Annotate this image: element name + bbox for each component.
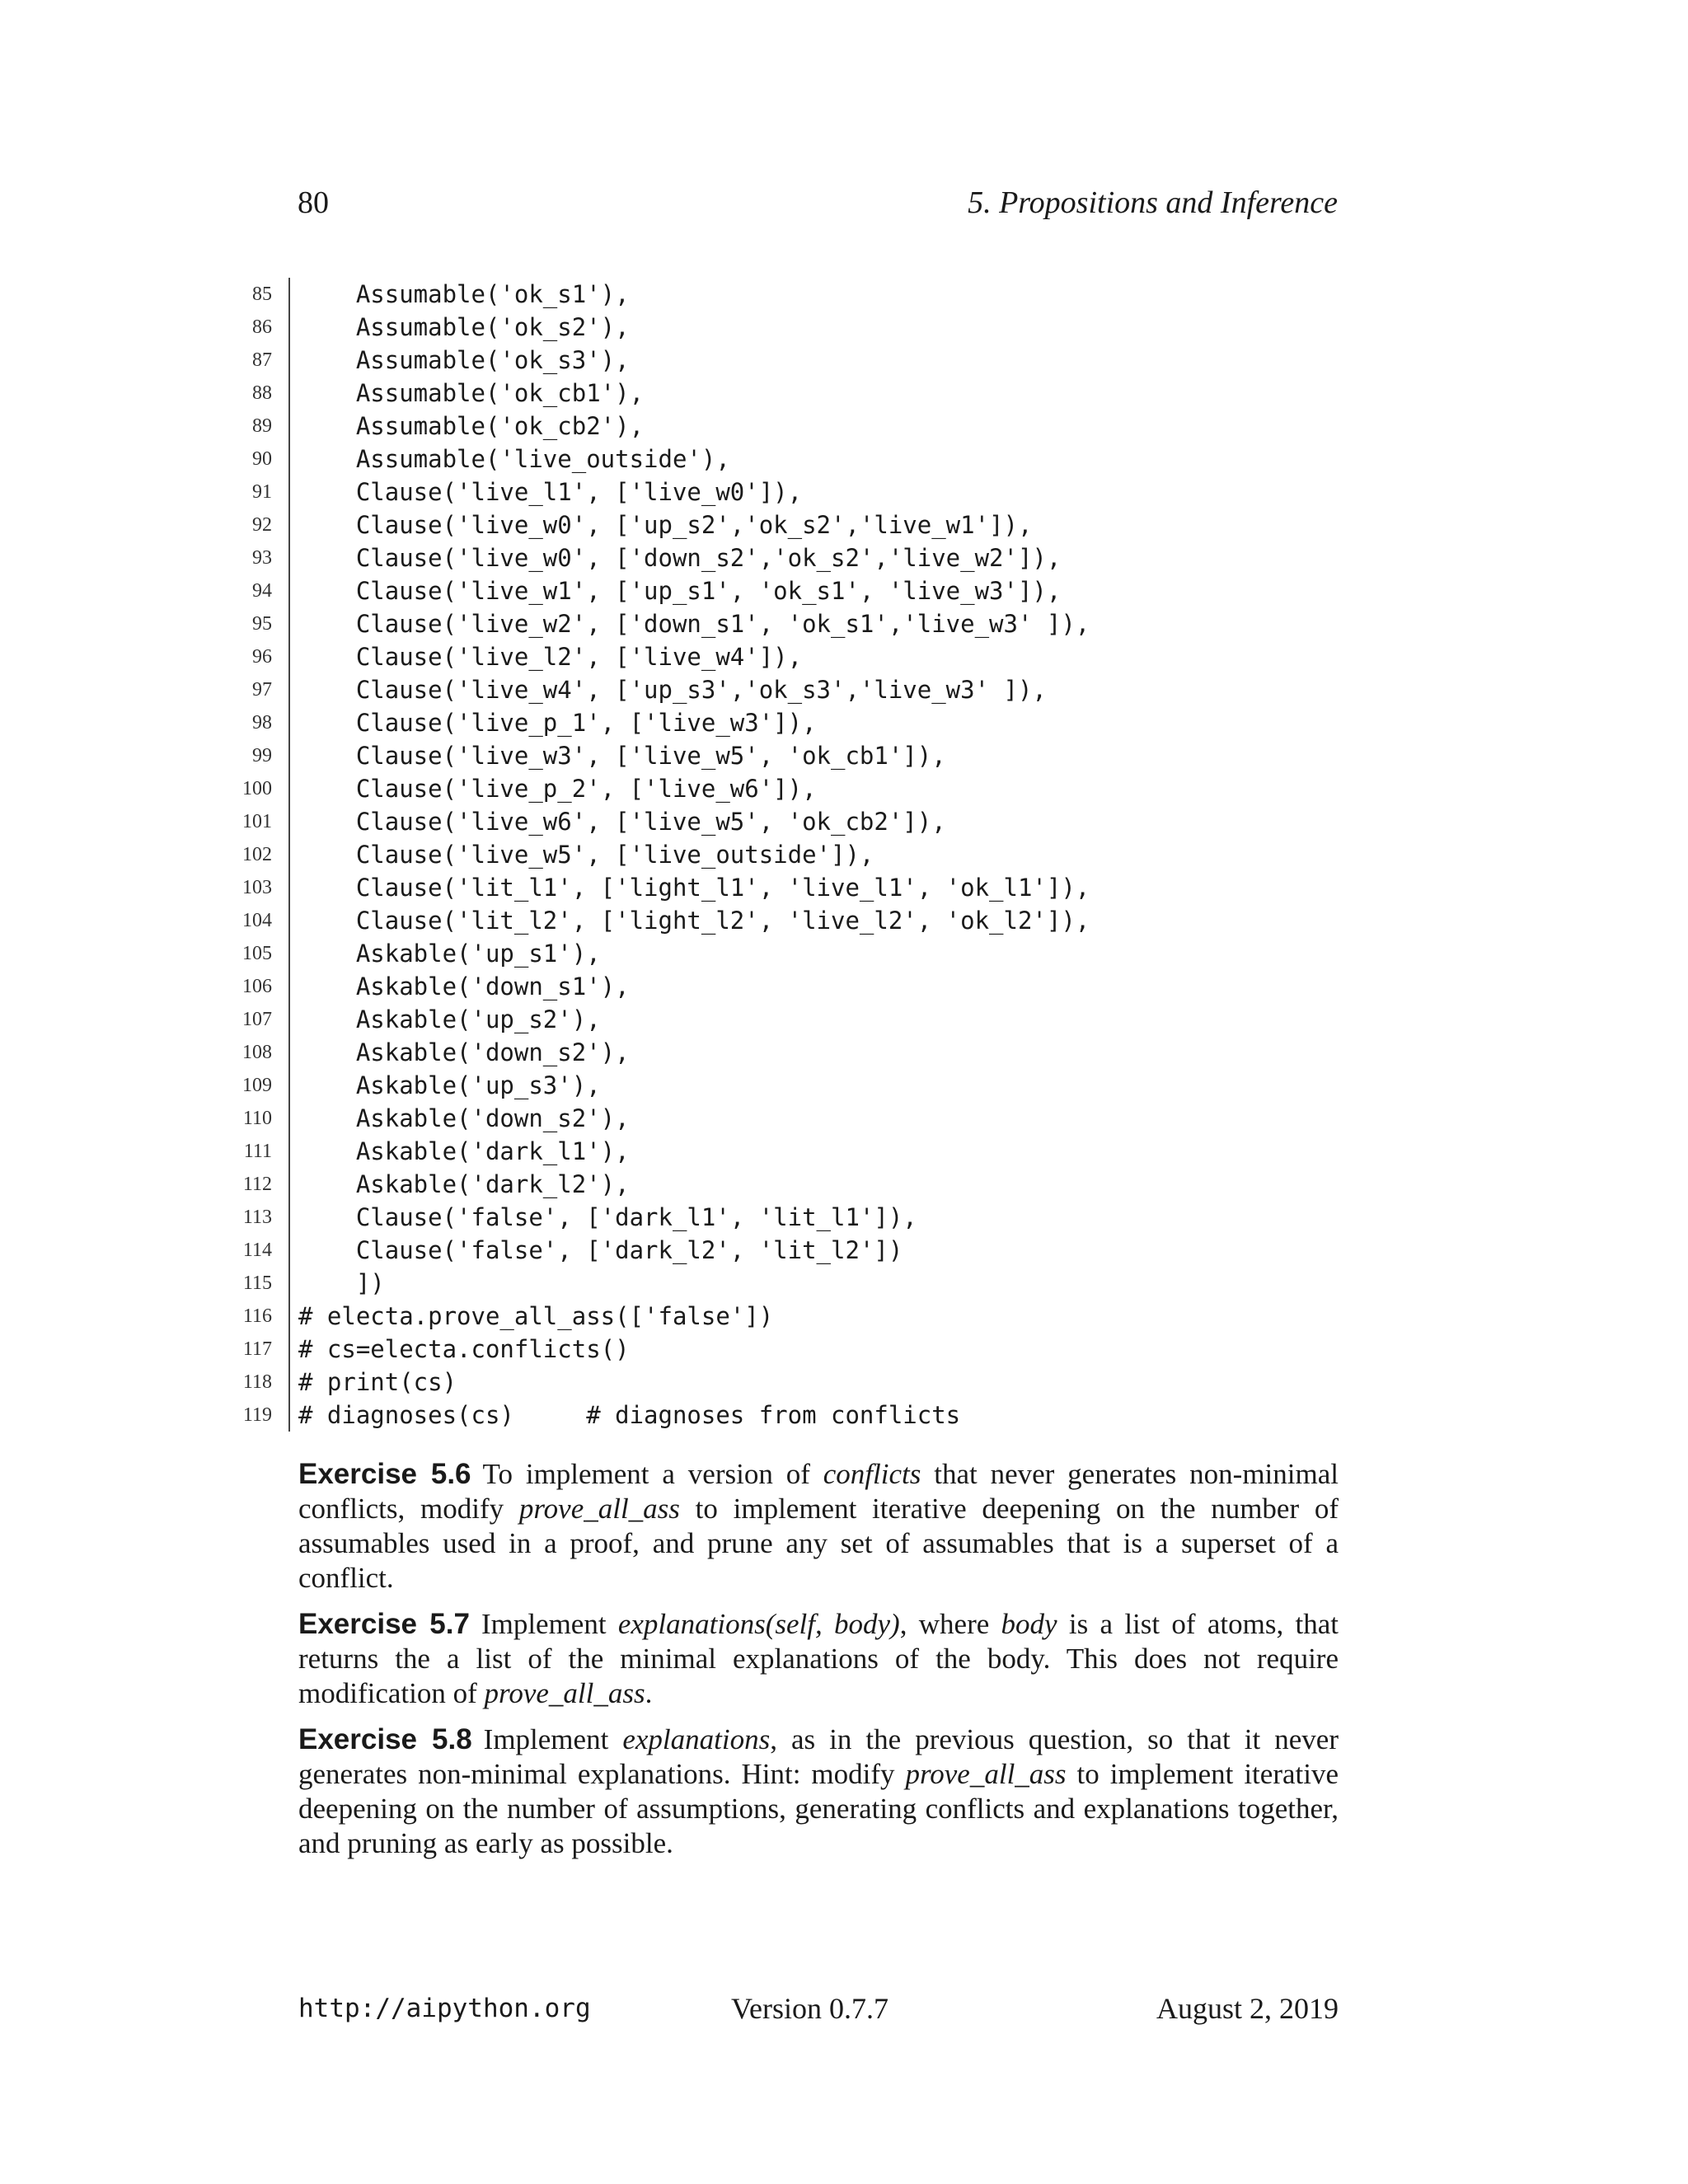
line-number: 94 xyxy=(252,580,272,602)
page-header xyxy=(298,180,1338,226)
line-number: 105 xyxy=(242,943,272,964)
footer-date: August 2, 2019 xyxy=(1156,1992,1339,2025)
code-text: Clause('live_w2', ['down_s1', 'ok_s1','live_w3' ]), xyxy=(298,610,1090,638)
code-line xyxy=(239,904,1393,937)
line-number: 89 xyxy=(252,415,272,437)
line-number: 88 xyxy=(252,382,272,404)
code-text: # electa.prove_all_ass(['false']) xyxy=(298,1302,774,1330)
code-line xyxy=(239,1201,1393,1234)
code-text: Clause('live_p_2', ['live_w6']), xyxy=(298,775,817,803)
code-line xyxy=(239,278,1393,311)
code-line xyxy=(239,344,1393,377)
code-line xyxy=(239,1366,1393,1399)
code-line xyxy=(239,1399,1393,1432)
code-text: ]) xyxy=(298,1269,385,1297)
text-run: . xyxy=(645,1677,653,1709)
text-run: To implement a version of xyxy=(482,1458,823,1490)
italic-term: explanations(self, body) xyxy=(617,1608,900,1640)
line-number: 103 xyxy=(242,877,272,898)
italic-term: body xyxy=(1001,1608,1057,1640)
code-line xyxy=(239,772,1393,805)
code-text: # cs=electa.conflicts() xyxy=(298,1335,630,1363)
code-text: Clause('live_w3', ['live_w5', 'ok_cb1']), xyxy=(298,742,946,770)
code-text: Askable('down_s2'), xyxy=(298,1038,630,1066)
code-line xyxy=(239,509,1393,541)
code-line xyxy=(239,1102,1393,1135)
code-line xyxy=(239,476,1393,509)
line-number: 115 xyxy=(242,1272,272,1294)
line-number: 85 xyxy=(252,284,272,305)
code-text: Askable('up_s3'), xyxy=(298,1071,601,1099)
code-text: Clause('live_p_1', ['live_w3']), xyxy=(298,709,817,737)
line-number: 99 xyxy=(252,745,272,766)
code-line xyxy=(239,838,1393,871)
code-text: Clause('false', ['dark_l1', 'lit_l1']), xyxy=(298,1203,917,1231)
text-run: , where xyxy=(899,1608,1001,1640)
code-text: Askable('down_s2'), xyxy=(298,1104,630,1132)
code-text: Assumable('ok_s1'), xyxy=(298,280,630,308)
code-line xyxy=(239,377,1393,410)
line-number: 113 xyxy=(242,1207,272,1228)
text-run: that never generates non-minimal conflicts, modify xyxy=(298,1458,1339,1525)
code-text: # diagnoses(cs) # diagnoses from conflicts xyxy=(298,1401,961,1429)
code-line xyxy=(239,607,1393,640)
code-line xyxy=(239,1168,1393,1201)
code-text: Clause('live_l2', ['live_w4']), xyxy=(298,643,803,671)
line-number: 119 xyxy=(242,1404,272,1426)
line-number: 110 xyxy=(242,1108,272,1129)
code-text: Clause('lit_l2', ['light_l2', 'live_l2', 'ok_l2']), xyxy=(298,907,1090,935)
code-line xyxy=(239,1036,1393,1069)
code-line xyxy=(239,937,1393,970)
code-text: # print(cs) xyxy=(298,1368,457,1396)
italic-term: explanations xyxy=(622,1723,771,1755)
page-number: 80 xyxy=(298,185,329,220)
code-line xyxy=(239,574,1393,607)
code-text: Askable('down_s1'), xyxy=(298,972,630,1001)
exercise-label: Exercise 5.7 xyxy=(298,1608,470,1640)
code-line xyxy=(239,443,1393,476)
code-line xyxy=(239,706,1393,739)
code-text: Clause('live_l1', ['live_w0']), xyxy=(298,478,803,506)
line-number: 104 xyxy=(242,910,272,931)
code-text: Clause('live_w0', ['down_s2','ok_s2','live_w2']), xyxy=(298,544,1062,572)
code-text: Clause('live_w0', ['up_s2','ok_s2','live_w1']), xyxy=(298,511,1033,539)
code-text: Clause('lit_l1', ['light_l1', 'live_l1', 'ok_l1']), xyxy=(298,874,1090,902)
text-run: to implement iterative deepening on the number of assumptions, generating conflicts and explanations together, and pruning as early as possible. xyxy=(298,1758,1339,1859)
code-text: Clause('live_w4', ['up_s3','ok_s3','live_w3' ]), xyxy=(298,676,1047,704)
exercise-paragraph xyxy=(298,1722,1339,1861)
code-line xyxy=(239,640,1393,673)
line-number: 96 xyxy=(252,646,272,668)
code-line xyxy=(239,871,1393,904)
running-head: 5. Propositions and Inference xyxy=(968,185,1338,220)
line-number: 106 xyxy=(242,976,272,997)
code-text: Askable('up_s1'), xyxy=(298,940,601,968)
code-text: Assumable('ok_s2'), xyxy=(298,313,630,341)
code-text: Assumable('ok_cb2'), xyxy=(298,412,645,440)
code-text: Askable('up_s2'), xyxy=(298,1005,601,1033)
code-line xyxy=(239,1267,1393,1300)
code-line xyxy=(239,739,1393,772)
exercise-label: Exercise 5.6 xyxy=(298,1458,471,1490)
code-line xyxy=(239,311,1393,344)
line-number: 112 xyxy=(242,1174,272,1195)
line-number: 87 xyxy=(252,349,272,371)
exercise-paragraph xyxy=(298,1607,1339,1711)
code-line xyxy=(239,673,1393,706)
code-line xyxy=(239,1069,1393,1102)
line-number: 102 xyxy=(242,844,272,865)
line-number: 90 xyxy=(252,448,272,470)
italic-term: conflicts xyxy=(823,1458,921,1490)
line-number: 97 xyxy=(252,679,272,701)
line-number: 107 xyxy=(242,1009,272,1030)
code-line xyxy=(239,410,1393,443)
footer-version: Version 0.7.7 xyxy=(731,1992,889,2025)
code-text: Askable('dark_l1'), xyxy=(298,1137,630,1165)
line-number: 91 xyxy=(252,481,272,503)
line-number: 86 xyxy=(252,316,272,338)
code-line xyxy=(239,805,1393,838)
code-line xyxy=(239,1300,1393,1333)
italic-term: prove_all_ass xyxy=(518,1493,680,1525)
italic-term: prove_all_ass xyxy=(905,1758,1067,1790)
line-number: 101 xyxy=(242,811,272,832)
text-run: to implement iterative deepening on the number of assumables used in a proof, and prune any set of assumables that is a superset of a conflict. xyxy=(298,1493,1339,1594)
code-text: Clause('live_w5', ['live_outside']), xyxy=(298,841,874,869)
text-run: Implement xyxy=(481,1608,618,1640)
line-number: 93 xyxy=(252,547,272,569)
line-number: 111 xyxy=(243,1141,272,1162)
italic-term: prove_all_ass xyxy=(484,1677,645,1709)
line-number: 117 xyxy=(242,1338,272,1360)
code-text: Clause('false', ['dark_l2', 'lit_l2']) xyxy=(298,1236,903,1264)
code-text: Askable('dark_l2'), xyxy=(298,1170,630,1198)
code-line xyxy=(239,1135,1393,1168)
line-number: 108 xyxy=(242,1042,272,1063)
code-text: Assumable('live_outside'), xyxy=(298,445,730,473)
code-line xyxy=(239,1333,1393,1366)
code-line xyxy=(239,1234,1393,1267)
code-line xyxy=(239,541,1393,574)
line-number: 118 xyxy=(242,1371,272,1393)
line-number: 109 xyxy=(242,1075,272,1096)
footer-url-link[interactable]: http://aipython.org xyxy=(298,1994,591,2023)
text-run: Implement xyxy=(483,1723,623,1755)
line-number: 116 xyxy=(242,1305,272,1327)
line-number: 98 xyxy=(252,712,272,733)
code-text: Assumable('ok_cb1'), xyxy=(298,379,645,407)
exercises-section xyxy=(298,1457,1339,1872)
line-number: 95 xyxy=(252,613,272,635)
code-text: Clause('live_w6', ['live_w5', 'ok_cb2']), xyxy=(298,808,946,836)
line-number: 100 xyxy=(242,778,272,799)
code-text: Assumable('ok_s3'), xyxy=(298,346,630,374)
line-number: 92 xyxy=(252,514,272,536)
page-footer xyxy=(298,1988,1339,2029)
code-listing xyxy=(239,278,1393,1432)
code-text: Clause('live_w1', ['up_s1', 'ok_s1', 'live_w3']), xyxy=(298,577,1062,605)
code-line xyxy=(239,970,1393,1003)
exercise-paragraph xyxy=(298,1457,1339,1596)
code-line xyxy=(239,1003,1393,1036)
exercise-label: Exercise 5.8 xyxy=(298,1723,472,1755)
text-run: is a list of atoms, that returns the a list of the minimal explanations of the body. This does not require modification of xyxy=(298,1608,1339,1709)
text-run: , as in the previous question, so that it never generates non-minimal explanations. Hint: modify xyxy=(298,1723,1339,1790)
line-number: 114 xyxy=(242,1240,272,1261)
